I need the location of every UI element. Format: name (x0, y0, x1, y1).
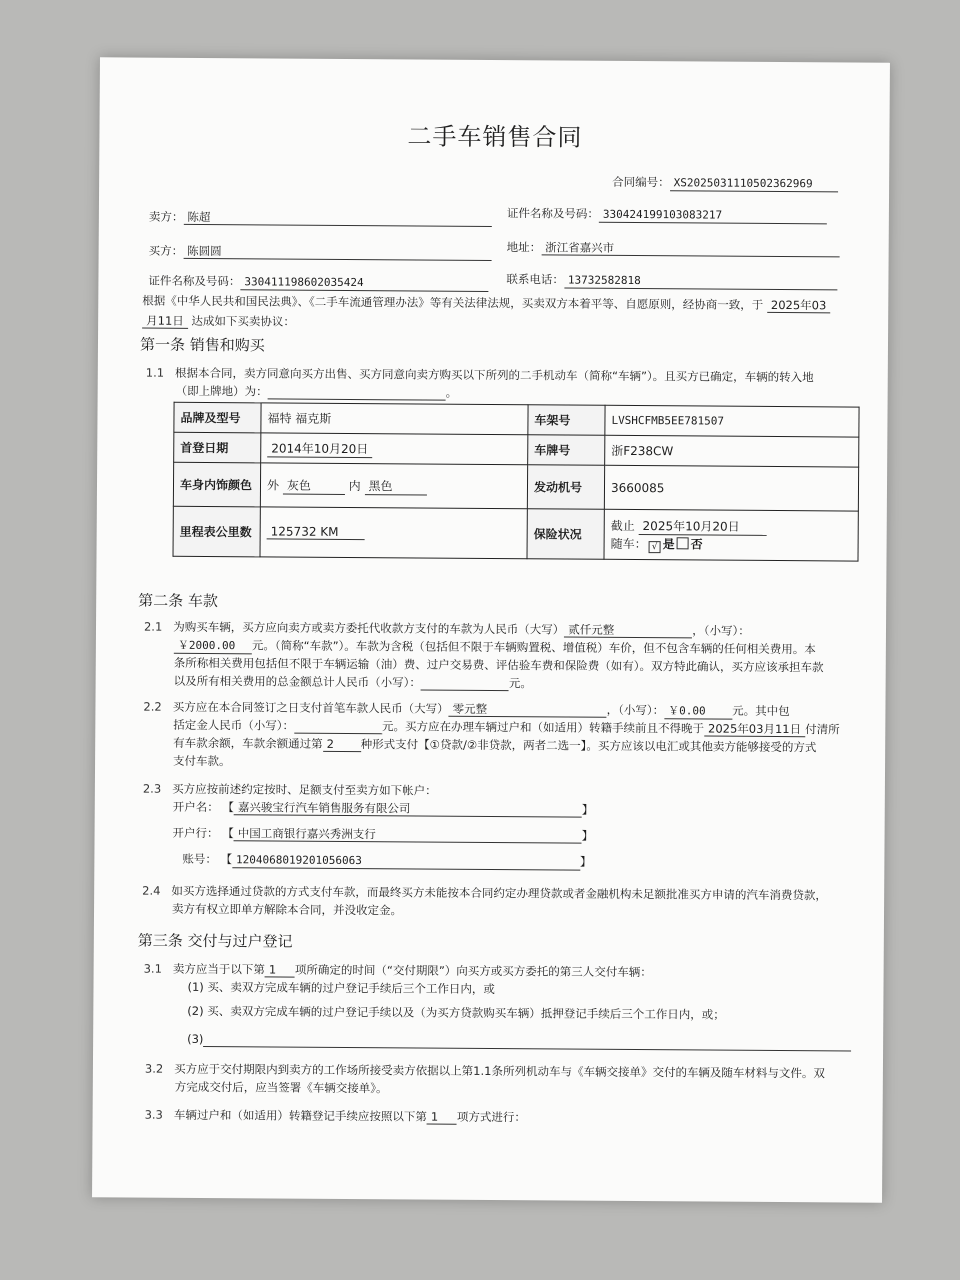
payment-method: 2 (323, 737, 361, 752)
article-1-heading: 第一条 销售和购买 (139, 335, 265, 355)
clause-2-1-line4: 以及所有相关费用的总金额总计人民币（小写）： 元。 (173, 673, 532, 691)
insurance-yes-checkbox[interactable]: √ (649, 541, 661, 553)
clause-1-1-cont: （即上牌地）为： 。 (175, 383, 458, 400)
clause-2-2-line4: 支付车款。 (173, 753, 231, 769)
balance-due-date: 2025年03月11日 (704, 721, 805, 737)
insurance-expiry: 2025年10月20日 (639, 517, 767, 536)
first-payment-figures: ￥0.00 (664, 704, 732, 719)
intro-line-2: 月11日 达成如下买卖协议： (142, 314, 295, 330)
clause-2-1-line2: ￥2000.00 元。（简称“车款”）。车款为含税（包括但不限于车辆购置税、增值税）车价，但不包含车辆的任何相关费用。本 (174, 638, 816, 658)
contract-paper (92, 57, 890, 1202)
seller-name: 陈超 (183, 210, 491, 227)
page-title: 二手车销售合同 (407, 122, 583, 152)
bank-row: 开户行： 【 中国工商银行嘉兴秀洲支行 】 (172, 825, 594, 843)
address-row: 地址： 浙江省嘉兴市 (507, 240, 840, 257)
clause-3-1: 3.1 卖方应当于以下第 1 项所确定的时间（“交付期限”）向买方或买方委托的第三人交付车辆： (143, 961, 652, 980)
article-3-heading: 第三条 交付与过户登记 (137, 931, 293, 951)
clause-1-1: 1.1 根据本合同，卖方同意向买方出售、买方同意向卖方购买以下所列的二手机动车（简称“车辆”）。且买方已确定，车辆的转入地 (145, 365, 814, 385)
clause-2-2: 2.2 买方应在本合同签订之日支付首笔车款人民币（大写） 零元整 ，（小写）： ￥0.00 元。其中包 (143, 699, 790, 719)
account-number-row: 账号： 【 1204068019201056063 】 (182, 851, 592, 869)
bank-name: 中国工商银行嘉兴秀洲支行 (234, 826, 582, 843)
first-payment-words: 零元整 (449, 702, 607, 718)
contract-date-a: 2025年03 (767, 298, 831, 313)
contract-number-value: XS2025031110502362969 (670, 176, 838, 192)
clause-2-1: 2.1 为购买车辆，买方应向卖方或卖方委托代收款方支付的车款为人民币（大写） 贰仟元整 ，（小写）： (143, 619, 750, 638)
clause-2-4: 2.4 如买方选择通过贷款的方式支付车款，而最终买方未能按本合同约定办理贷款或者金融机构未足额批准买方申请的汽车消费贷款， (142, 883, 827, 903)
buyer-phone: 13732582818 (564, 274, 837, 291)
clause-2-1-line3: 条所称相关费用包括但不限于车辆运输（油）费、过户交易费、评估验车费和保险费（如有）。双方特此确认，买方应该承担车款 (173, 655, 824, 675)
insurance-no-checkbox[interactable] (677, 537, 689, 549)
buyer-cert-number: 330411198602035424 (240, 275, 488, 292)
vehicle-vin: LVSHCFMB5EE781507 (605, 405, 859, 437)
clause-3-2: 3.2 买方应于交付期限内到卖方的工作场所接受卖方依据以上第1.1条所列机动车与《车辆交接单》交付的车辆及随车材料与文件。双 (144, 1061, 826, 1081)
clause-3-2-line2: 方完成交付后，应当签署《车辆交接单》。 (174, 1079, 388, 1096)
clause-3-3: 3.3 车辆过户和（如适用）转籍登记手续应按照以下第 1 项方式进行： (144, 1107, 526, 1125)
delivery-option: 1 (265, 962, 295, 977)
buyer-row: 买方： 陈圆圆 (149, 244, 492, 261)
contract-number: 合同编号： XS2025031110502362969 (612, 175, 838, 193)
delivery-option-3: (3) (187, 1032, 851, 1052)
clause-2-2-line2: 括定金人民币（小写）： 元。买方应在办理车辆过户和（如适用）转籍手续前且不得晚于 2025年03月11日 付清所 (173, 717, 840, 737)
price-in-figures: ￥2000.00 (174, 639, 252, 655)
seller-cert-row: 证件名称及号码： 330424199103083217 (507, 206, 827, 224)
transfer-option: 1 (427, 1110, 457, 1125)
article-2-heading: 第二条 车款 (138, 591, 219, 611)
intro-line-1: 根据《中华人民共和国民法典》、《二手车流通管理办法》等有关法律法规，买卖双方本着平等、自愿原则，经协商一致，于 2025年03 (142, 294, 830, 314)
clause-2-2-line3: 有车款余额，车款余额通过第 2 种形式支付【①贷款/②非贷款，两者二选一】。买方应该以电汇或其他卖方能够接受的方式 (173, 735, 817, 755)
delivery-option-2: (2) 买、卖双方完成车辆的过户登记手续以及（为买方贷款购买车辆）抵押登记手续后三个工作日内，或； (187, 1003, 725, 1022)
account-name-row: 开户名： 【 嘉兴骏宝行汽车销售服务有限公司 】 (172, 799, 594, 817)
odometer-mileage: 125732 KM (260, 507, 527, 559)
delivery-option-1: (1) 买、卖双方完成车辆的过户登记手续后三个工作日内，或 (187, 979, 495, 997)
buyer-name: 陈圆圆 (183, 244, 491, 261)
account-number: 1204068019201056063 (232, 853, 580, 870)
price-in-words: 贰仟元整 (564, 623, 692, 639)
seller-row: 卖方： 陈超 (149, 210, 492, 227)
clause-2-3: 2.3 买方应按前述约定按时、足额支付至卖方如下帐户： (142, 781, 437, 798)
clause-2-4-line2: 卖方有权立即单方解除本合同，并没收定金。 (171, 901, 403, 918)
contract-date-b: 月11日 (142, 314, 188, 329)
buyer-address: 浙江省嘉兴市 (541, 240, 839, 257)
buyer-cert-row: 证件名称及号码： 330411198602035424 (148, 274, 488, 292)
first-registration-date: 2014年10月20日 (261, 433, 528, 465)
seller-cert-number: 330424199103083217 (599, 208, 827, 225)
vehicle-info-table: 品牌及型号 福特 福克斯 车架号 LVSHCFMB5EE781507 首登日期 2014年10月20日 车牌号 浙F238CW 车身内饰颜色 外 灰色 内 黑色 发动机号 3660085 里程表公里数 125732 KM 保险状况 截止 2025年10月20日 随车： √ 是 否 (173, 402, 860, 562)
phone-row: 联系电话： 13732582818 (506, 272, 837, 290)
account-name: 嘉兴骏宝行汽车销售服务有限公司 (234, 800, 582, 817)
insurance-status: 截止 2025年10月20日 随车： √ 是 否 (604, 509, 858, 561)
plate-number: 浙F238CW (605, 435, 859, 467)
body-interior-color: 外 灰色 内 黑色 (260, 463, 527, 509)
vehicle-brand: 福特 福克斯 (261, 403, 528, 435)
engine-number: 3660085 (604, 465, 858, 511)
